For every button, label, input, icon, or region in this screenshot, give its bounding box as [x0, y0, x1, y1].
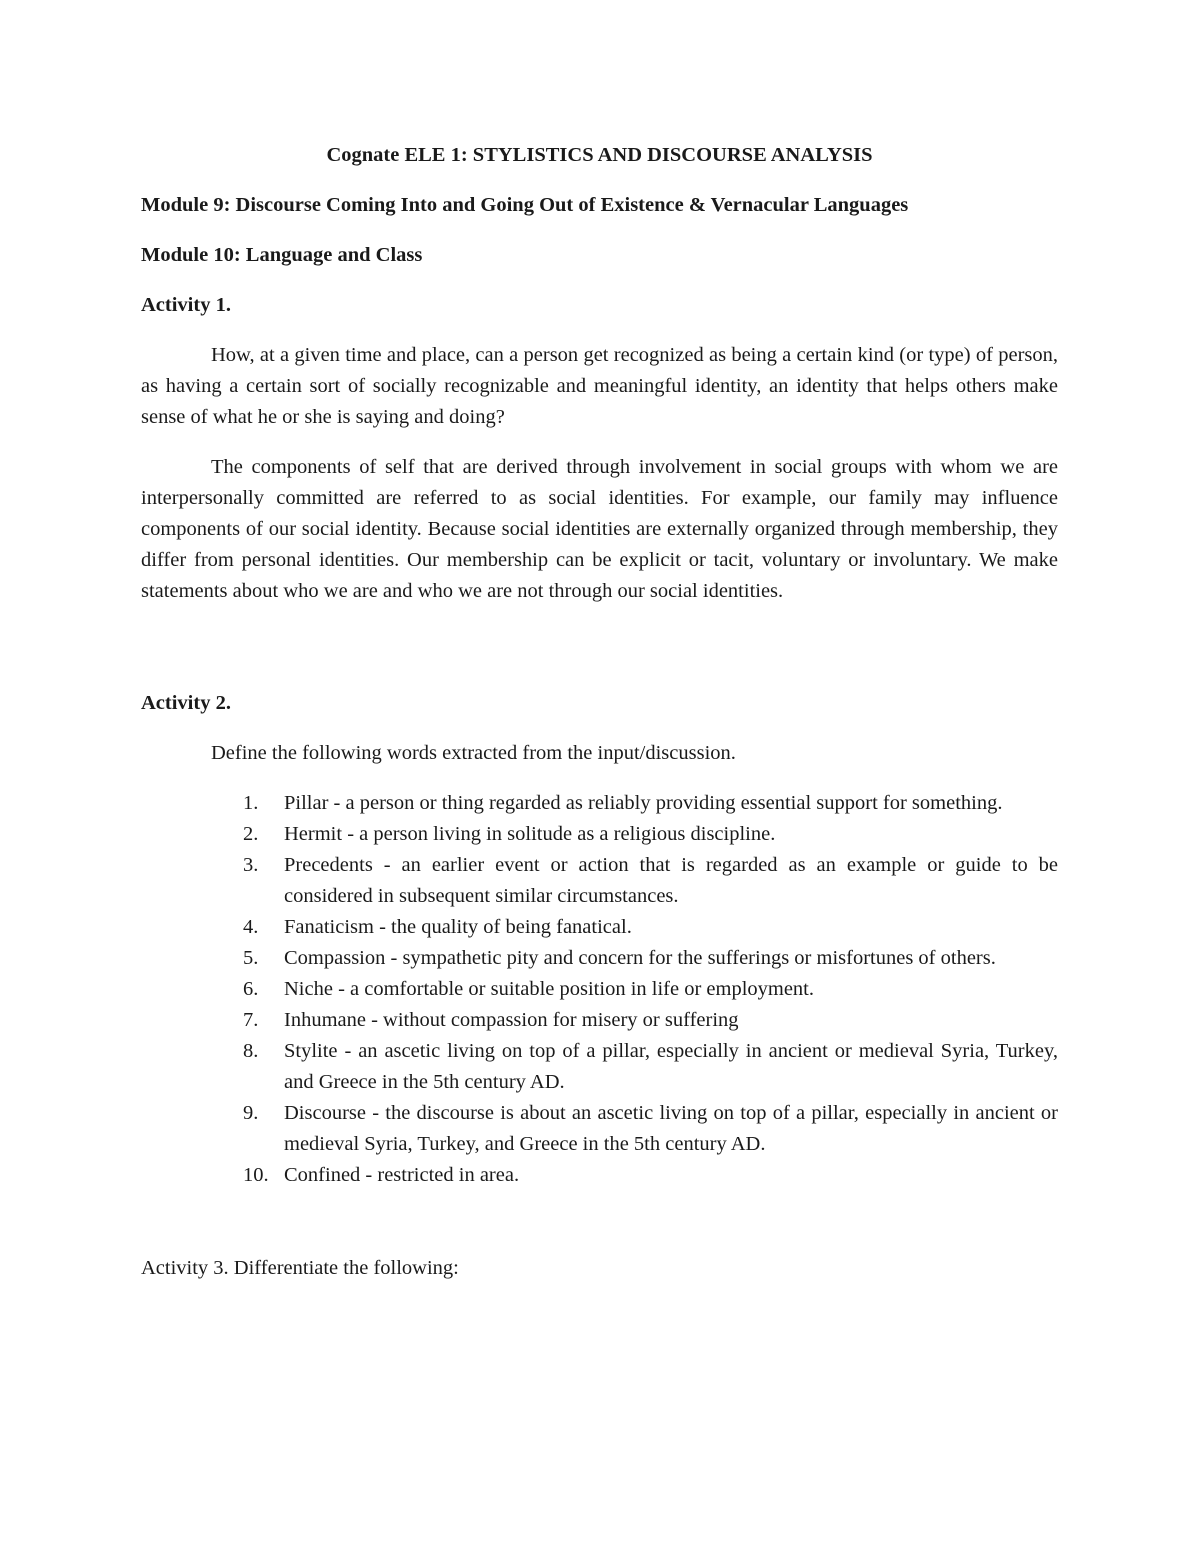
list-item	[141, 912, 1058, 943]
list-item	[141, 1036, 1058, 1098]
list-item-text: Precedents - an earlier event or action that is regarded as an example or guide to be considered in subsequent similar circumstances.	[284, 854, 1058, 907]
list-item-text: Confined - restricted in area.	[284, 1164, 520, 1186]
section-spacer	[141, 1191, 1058, 1253]
list-item-text: Discourse - the discourse is about an ascetic living on top of a pillar, especially in ancient or medieval Syria, Turkey, and Greece in the 5th century AD.	[284, 1102, 1058, 1155]
list-item-number: 2.	[243, 823, 259, 845]
list-item-number: 8.	[243, 1040, 259, 1062]
definition-list	[141, 788, 1058, 1191]
activity-2-heading: Activity 2.	[141, 692, 231, 714]
activity-1-paragraph-2: The components of self that are derived through involvement in social groups with whom we are interpersonally committed are referred to as social identities. For example, our family may influence components of our social identity. Because social identities are externally organized through membership, they differ from personal identities. Our membership can be explicit or tacit, voluntary or involuntary. We make statements about who we are and who we are not through our social identities.	[141, 456, 1058, 602]
list-item	[141, 1160, 1058, 1191]
list-item-number: 6.	[243, 978, 259, 1000]
list-item-number: 3.	[243, 854, 259, 876]
module-10-heading: Module 10: Language and Class	[141, 244, 423, 266]
list-item-text: Niche - a comfortable or suitable position in life or employment.	[284, 978, 815, 1000]
list-item-text: Fanaticism - the quality of being fanatical.	[284, 916, 632, 938]
list-item	[141, 850, 1058, 912]
document-body	[141, 140, 1058, 1284]
list-item-number: 4.	[243, 916, 259, 938]
list-item	[141, 943, 1058, 974]
list-item	[141, 1005, 1058, 1036]
list-item	[141, 788, 1058, 819]
activity-1-heading: Activity 1.	[141, 294, 231, 316]
activity-2-intro: Define the following words extracted from the input/discussion.	[211, 742, 736, 764]
list-item	[141, 1098, 1058, 1160]
list-item-number: 1.	[243, 792, 259, 814]
list-item-number: 9.	[243, 1102, 259, 1124]
list-item-text: Pillar - a person or thing regarded as reliably providing essential support for something.	[284, 792, 1003, 814]
section-spacer	[141, 626, 1058, 688]
document-title: Cognate ELE 1: STYLISTICS AND DISCOURSE ANALYSIS	[326, 144, 873, 166]
list-item-number: 10.	[243, 1164, 269, 1186]
module-9-heading: Module 9: Discourse Coming Into and Going Out of Existence & Vernacular Languages	[141, 194, 909, 216]
list-item-text: Inhumane - without compassion for misery or suffering	[284, 1009, 739, 1031]
activity-3-heading: Activity 3. Differentiate the following:	[141, 1257, 459, 1279]
list-item	[141, 819, 1058, 850]
list-item-text: Compassion - sympathetic pity and concern for the sufferings or misfortunes of others.	[284, 947, 996, 969]
list-item-number: 5.	[243, 947, 259, 969]
list-item-text: Hermit - a person living in solitude as a religious discipline.	[284, 823, 776, 845]
list-item	[141, 974, 1058, 1005]
list-item-number: 7.	[243, 1009, 259, 1031]
list-item-text: Stylite - an ascetic living on top of a pillar, especially in ancient or medieval Syria, Turkey, and Greece in the 5th century AD.	[284, 1040, 1058, 1093]
activity-1-paragraph-1: How, at a given time and place, can a person get recognized as being a certain kind (or type) of person, as having a certain sort of socially recognizable and meaningful identity, an identity that helps others make sense of what he or she is saying and doing?	[141, 344, 1058, 428]
